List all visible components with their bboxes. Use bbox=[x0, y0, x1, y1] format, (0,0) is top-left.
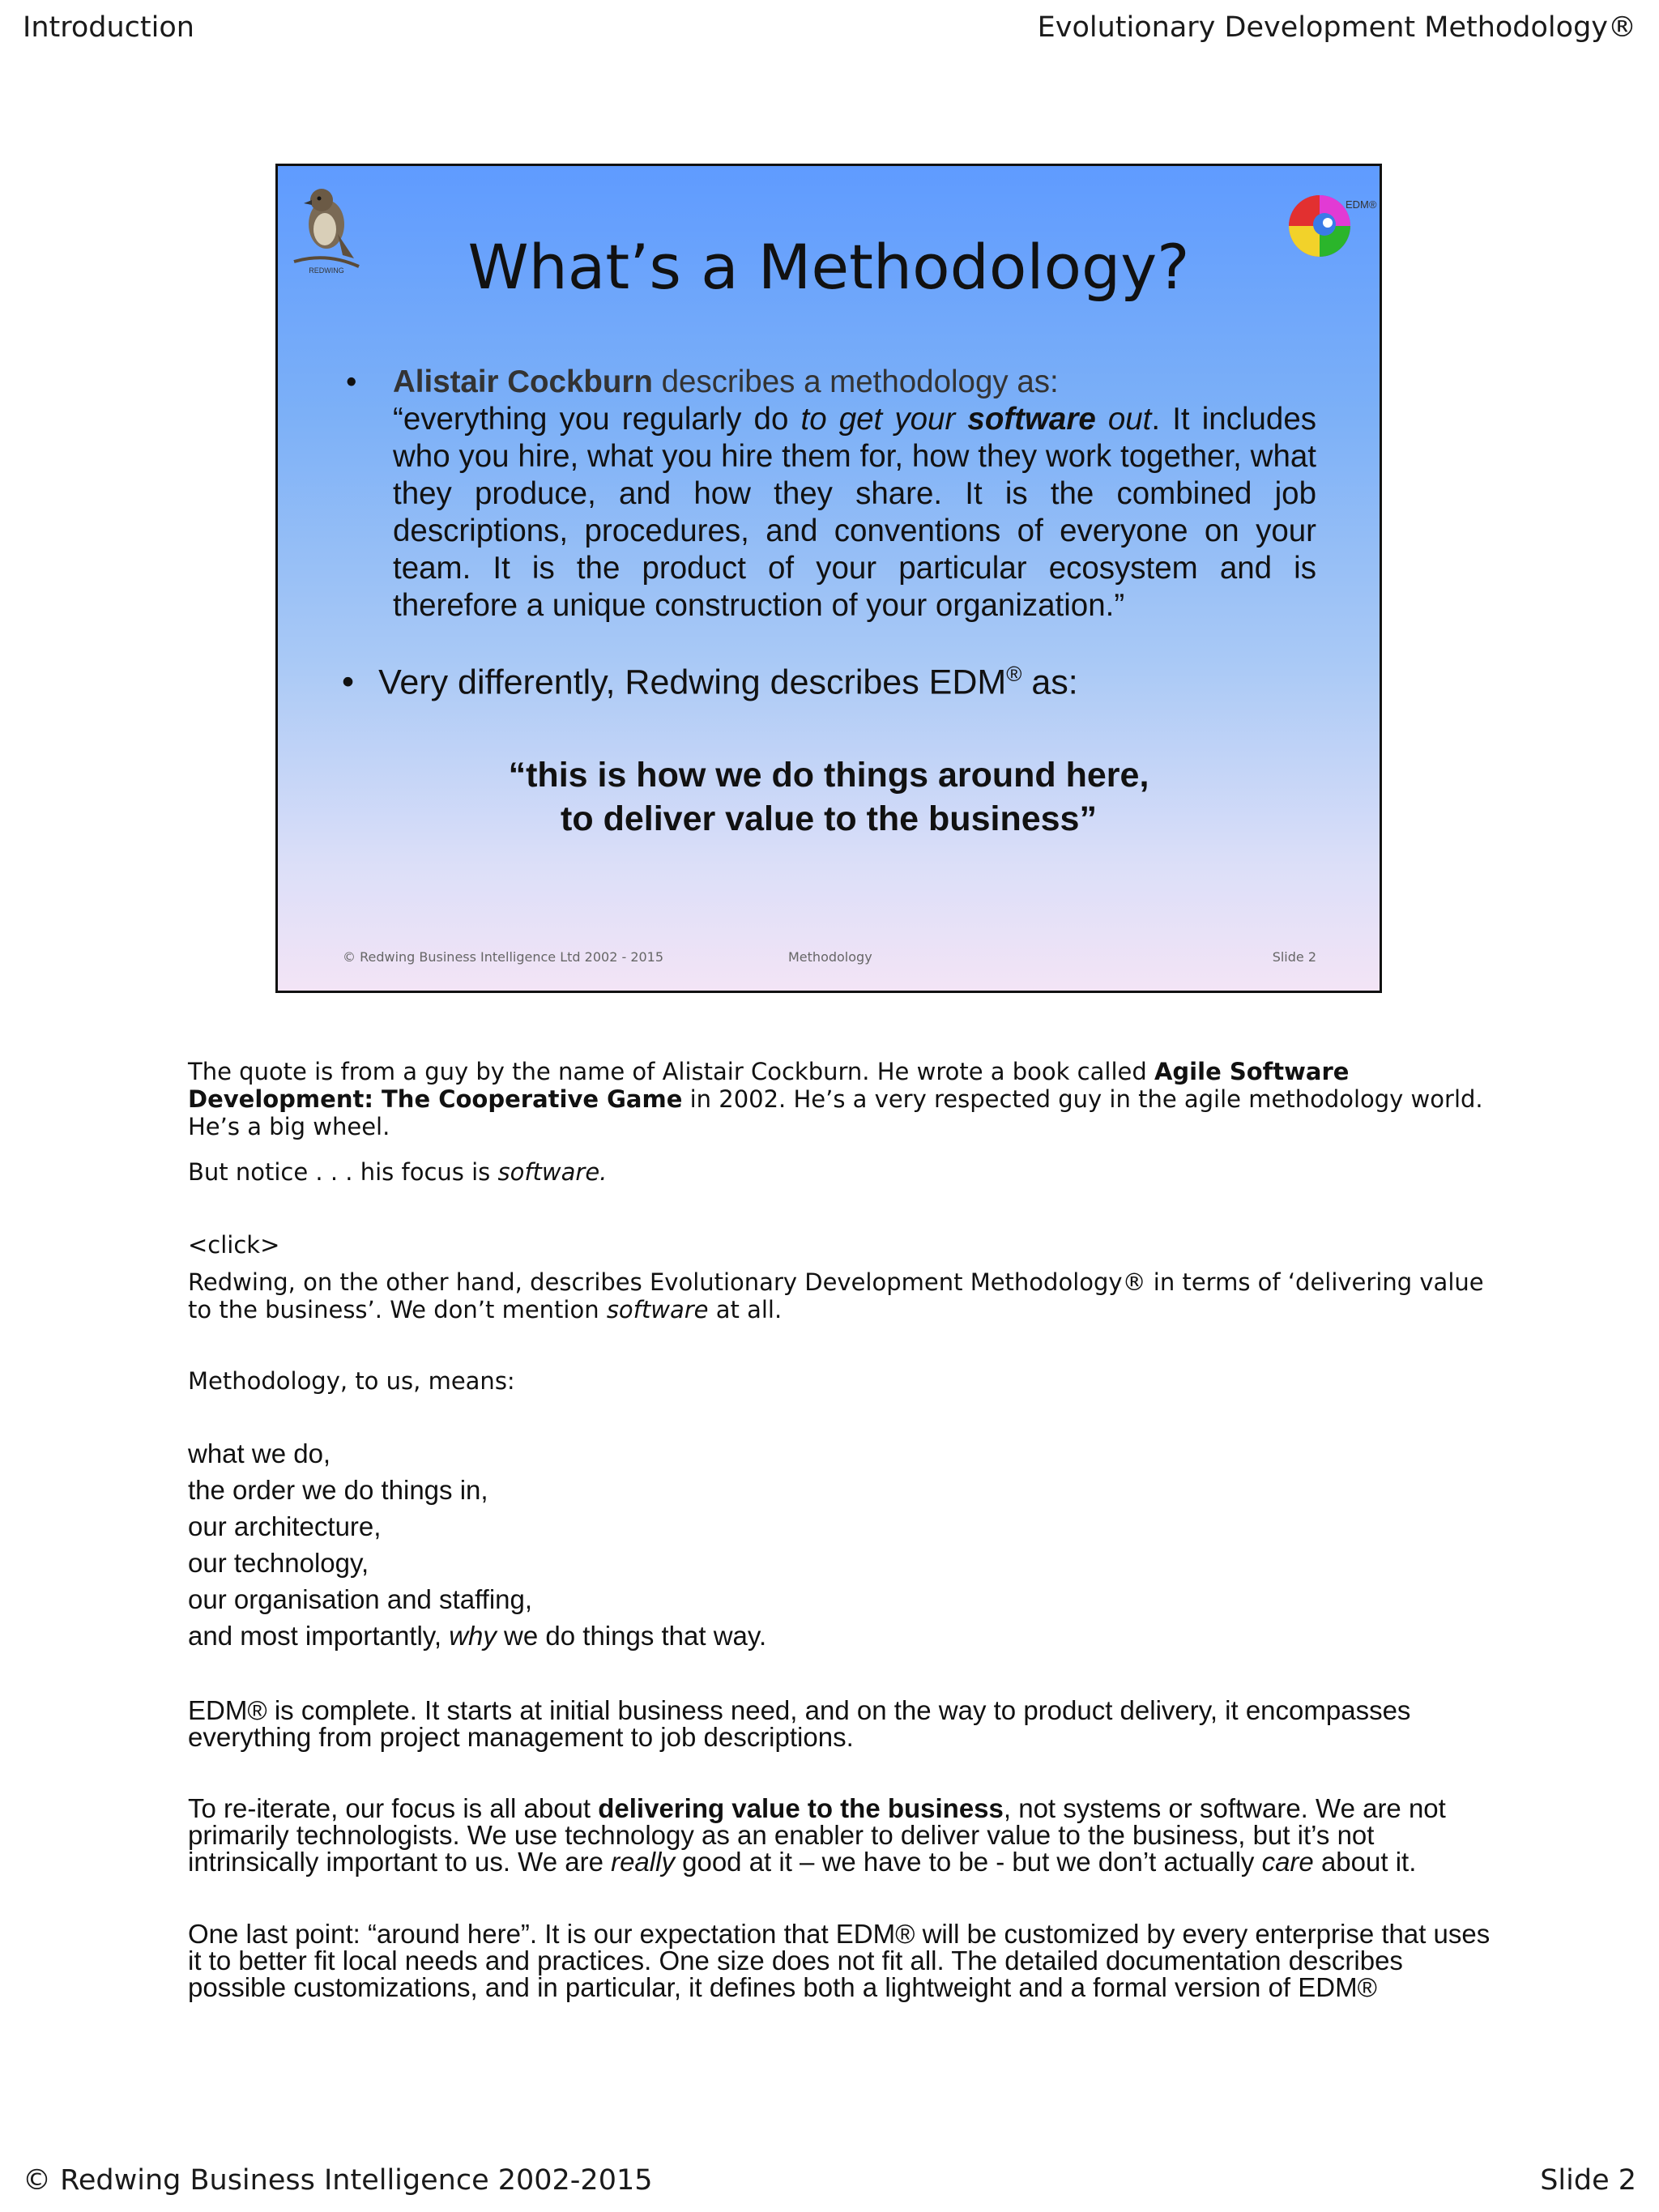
slide-footer-copyright: © Redwing Business Intelligence Ltd 2002 - 2015 bbox=[343, 949, 664, 965]
notes-paragraph-complete: EDM® is complete. It starts at initial business need, and on the way to product delivery, it encompasses everything from project management to job descriptions. bbox=[188, 1695, 1411, 1752]
slide-image bbox=[275, 164, 1382, 993]
edm-logo-label: EDM® bbox=[1346, 198, 1377, 211]
bullet-dot-icon: • bbox=[342, 663, 355, 702]
notes-paragraph-reiterate: To re-iterate, our focus is all about delivering value to the business, not systems or software. We are not primarily technologists. We use technology as an enabler to deliver value to the business, but it’s not intrinsically important to us. We are really good at it – we have to be - but we don’t actually care about it. bbox=[188, 1793, 1446, 1877]
slide-title: What’s a Methodology? bbox=[467, 231, 1190, 303]
list-item: our architecture, bbox=[188, 1511, 382, 1541]
notes-paragraph-redwing: Redwing, on the other hand, describes Evolutionary Development Methodology® in terms of ‘delivering value to the business’. We don’t mention software at all. bbox=[188, 1268, 1484, 1323]
slide-bullet-cockburn bbox=[346, 364, 1316, 624]
redwing-quote: “this is how we do things around here, to deliver value to the business” bbox=[508, 756, 1149, 838]
notes-click-marker: <click> bbox=[188, 1231, 280, 1259]
slide-footer-topic: Methodology bbox=[788, 949, 872, 965]
notes-methodology-list bbox=[188, 1435, 1500, 1654]
redwing-bird-label: REDWING bbox=[309, 266, 344, 275]
header-document-title: Evolutionary Development Methodology® bbox=[1037, 11, 1636, 44]
list-item: our organisation and staffing, bbox=[188, 1584, 533, 1614]
header-section-title: Introduction bbox=[23, 11, 194, 44]
cockburn-quote: “everything you regularly do to get your software out. It includes who you hire, what you hire them for, how they work together, what they produce, and how they share. It is the combined job descriptions, procedures, and conventions of everyone on your team. It is the product of your particular ecosystem and is therefore a unique construction of your organization.” bbox=[393, 402, 1316, 623]
slide-bullet-redwing: • Very differently, Redwing describes EDM® as: bbox=[342, 662, 1078, 702]
bullet-dot-icon: • bbox=[346, 364, 357, 399]
bullet-author-name: Alistair Cockburn bbox=[393, 364, 653, 399]
notes-paragraph-methodology: Methodology, to us, means: bbox=[188, 1367, 515, 1395]
notes-paragraph-last-point: One last point: “around here”. It is our expectation that EDM® will be customized by every enterprise that uses it to better fit local needs and practices. One size does not fit all. The detailed documentation describes possible customizations, and in particular, it defines both a lightweight and a formal version of EDM® bbox=[188, 1919, 1491, 2002]
list-item: what we do, bbox=[188, 1438, 331, 1468]
notes-paragraph-cockburn: The quote is from a guy by the name of Alistair Cockburn. He wrote a book called Agile Software Development: The Cooperative Game in 2002. He’s a very respected guy in the agile methodology world. He’s a big wheel. bbox=[188, 1058, 1483, 1140]
list-item: our technology, bbox=[188, 1548, 369, 1578]
list-item: the order we do things in, bbox=[188, 1475, 488, 1505]
footer-copyright: © Redwing Business Intelligence 2002-2015 bbox=[23, 2164, 653, 2197]
footer-slide-number: Slide 2 bbox=[1540, 2164, 1636, 2197]
notes-paragraph-focus: But notice . . . his focus is software. bbox=[188, 1158, 608, 1186]
bullet-lead-text: describes a methodology as: bbox=[652, 364, 1059, 399]
slide-footer-number: Slide 2 bbox=[1272, 949, 1316, 965]
list-item: and most importantly, why we do things that way. bbox=[188, 1621, 767, 1651]
